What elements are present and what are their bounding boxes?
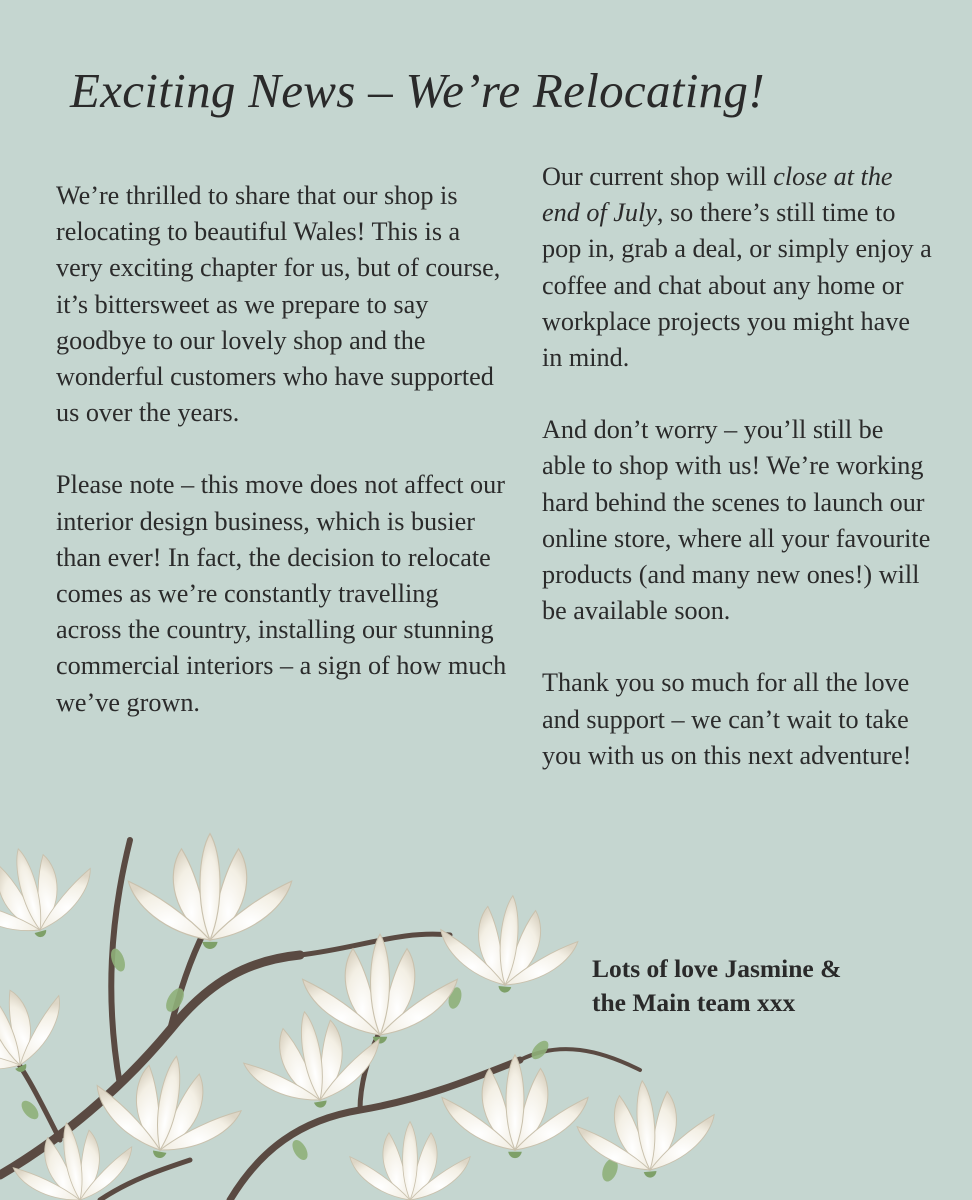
paragraph-shop-closing bbox=[542, 159, 932, 376]
paragraph-thank-you: Thank you so much for all the love and support – we can’t wait to take you with us on this next adventure! bbox=[542, 668, 912, 770]
paragraph-online-store: And don’t worry – you’ll still be able to shop with us! We’re working hard behind the scenes to launch our online store, where all your favourite products (and many new ones!) will be available soon. bbox=[542, 415, 931, 626]
signoff-line-1: Lots of love Jasmine & bbox=[592, 954, 842, 983]
signoff bbox=[592, 952, 892, 1020]
signoff-line-2: the Main team xxx bbox=[592, 988, 796, 1017]
closing-text-end: , so there’s still time to pop in, grab a deal, or simply enjoy a coffee and chat about any home or workplace projects you might have in mind. bbox=[542, 198, 932, 373]
paragraph-design-business: Please note – this move does not affect our interior design business, which is busier than ever! In fact, the decision to relocate comes as we’re constantly travelling across the country, installing our stunning commercial interiors – a sign of how much we’ve grown. bbox=[56, 470, 507, 717]
right-column bbox=[542, 159, 932, 810]
left-column bbox=[56, 178, 508, 757]
paragraph-relocation: We’re thrilled to share that our shop is relocating to beautiful Wales! This is a very exciting chapter for us, but of course, it’s bittersweet as we prepare to say goodbye to our lovely shop and the wonderful customers who have supported us over the years. bbox=[56, 181, 501, 428]
closing-date-emphasis: close at the end of July bbox=[542, 162, 893, 228]
closing-text-start: Our current shop will bbox=[542, 162, 774, 191]
page-title: Exciting News – We’re Relocating! bbox=[70, 63, 765, 118]
